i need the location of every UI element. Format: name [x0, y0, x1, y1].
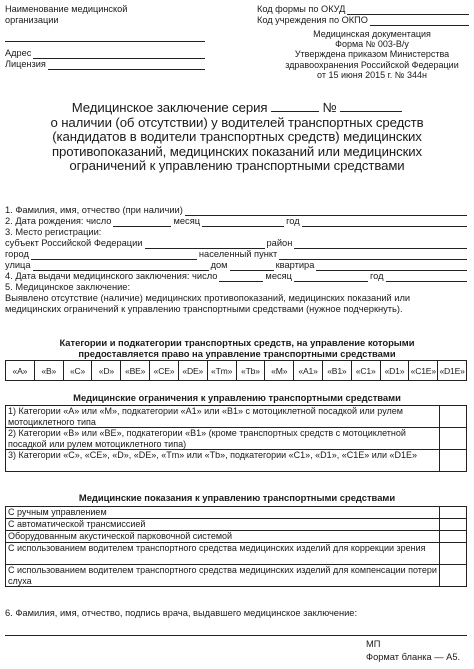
fullname-label: 1. Фамилия, имя, отчество (при наличии)	[5, 205, 183, 215]
table-row	[6, 450, 467, 472]
categories-heading	[0, 337, 474, 359]
birth-year-field[interactable]	[302, 217, 467, 227]
subject-field[interactable]	[145, 239, 265, 249]
table-row	[6, 565, 467, 587]
birth-month-field[interactable]	[202, 217, 284, 227]
format-label: Формат бланка — А5.	[366, 651, 461, 662]
categories-row	[6, 361, 467, 381]
restrictions-heading: Медицинские ограничения к управлению транспортными средствами	[73, 392, 401, 403]
street-label: улица	[5, 260, 31, 270]
title-line-5: ограничений к управлению транспортными средствами	[69, 158, 405, 174]
okpo-field[interactable]	[370, 16, 469, 26]
signature-field[interactable]	[5, 625, 467, 636]
footer	[366, 638, 460, 663]
field-conclusion-row	[5, 282, 467, 293]
okpo-label: Код учреждения по ОКПО	[257, 15, 368, 25]
conclusion-text-1: Выявлено отсутствие (наличие) медицинских противопоказаний, медицинских показаний или	[5, 293, 411, 303]
fullname-field[interactable]	[185, 206, 467, 216]
birth-year-label: год	[286, 216, 300, 226]
series-field[interactable]	[271, 100, 319, 112]
categories-table	[5, 360, 467, 381]
field-subject-row	[5, 238, 467, 249]
license-label: Лицензия	[5, 59, 46, 69]
category-cell[interactable]: «B»	[34, 361, 63, 381]
indication-checkbox[interactable]	[440, 519, 467, 531]
category-cell[interactable]: «A1»	[294, 361, 323, 381]
category-cell[interactable]: «B1»	[322, 361, 351, 381]
form-number: Форма № 003-В/у	[335, 39, 409, 50]
restriction-text: 1) Категории «A» или «M», подкатегории «A1» или «B1» с мотоциклетной посадкой или рулем мотоциклетного типа	[6, 406, 440, 428]
category-cell[interactable]: «CE»	[150, 361, 179, 381]
conclusion-label: 5. Медицинское заключение:	[5, 282, 131, 292]
category-cell[interactable]: «C1E»	[409, 361, 438, 381]
indication-checkbox[interactable]	[440, 565, 467, 587]
restriction-text: 2) Категории «B» или «BE», подкатегории «B1» (кроме транспортных средств с мотоциклетной посадкой или рулем мотоциклетного типа)	[6, 428, 440, 450]
title-series: Медицинское заключение серия	[71, 100, 268, 115]
table-row	[6, 507, 467, 519]
category-cell[interactable]: «A»	[6, 361, 35, 381]
issue-month-field[interactable]	[294, 272, 368, 282]
table-row	[6, 519, 467, 531]
indication-text: С автоматической трансмиссией	[6, 519, 440, 531]
district-label: район	[266, 238, 293, 248]
city-label: город	[5, 249, 29, 259]
birth-day-field[interactable]	[113, 217, 171, 227]
category-cell[interactable]: «M»	[265, 361, 294, 381]
restriction-checkbox[interactable]	[440, 428, 467, 450]
category-cell[interactable]: «BE»	[121, 361, 150, 381]
category-cell[interactable]: «Tm»	[207, 361, 236, 381]
table-row	[6, 428, 467, 450]
address-label: Адрес	[5, 48, 32, 58]
street-field[interactable]	[33, 261, 209, 271]
form-approval-info	[257, 29, 469, 80]
category-cell[interactable]: «Tb»	[236, 361, 265, 381]
restriction-checkbox[interactable]	[440, 406, 467, 428]
indication-text: С использованием водителем транспортного средства медицинских изделий для компенсации потери слуха	[6, 565, 440, 587]
indication-checkbox[interactable]	[440, 543, 467, 565]
house-label: дом	[210, 260, 228, 270]
org-name-field[interactable]	[5, 30, 205, 42]
registration-label: 3. Место регистрации:	[5, 227, 102, 237]
apartment-label: квартира	[275, 260, 315, 270]
category-cell[interactable]: «C1»	[351, 361, 380, 381]
indication-checkbox[interactable]	[440, 531, 467, 543]
issue-year-field[interactable]	[386, 272, 467, 282]
indication-checkbox[interactable]	[440, 507, 467, 519]
house-field[interactable]	[230, 261, 274, 271]
org-name-label: Наименование медицинской организации	[5, 4, 128, 25]
birth-day-label: 2. Дата рождения: число	[5, 216, 112, 226]
title-line-3: (кандидатов в водители транспортных средств) медицинских	[52, 129, 422, 145]
okud-label: Код формы по ОКУД	[257, 4, 346, 14]
title-line-2: о наличии (об отсутствии) у водителей транспортных средств	[50, 114, 424, 130]
okud-row	[257, 4, 469, 15]
category-cell[interactable]: «DE»	[178, 361, 207, 381]
page-title	[0, 100, 474, 174]
district-field[interactable]	[294, 239, 467, 249]
header-form-block	[257, 4, 469, 80]
field-issue-date-row	[5, 271, 467, 282]
signature-label: 6. Фамилия, имя, отчество, подпись врача, выдавшего медицинское заключение:	[5, 608, 358, 618]
category-cell[interactable]: «D1E»	[438, 361, 467, 381]
indications-table	[5, 506, 467, 587]
ministry-text: здравоохранения Российской Федерации	[285, 59, 459, 70]
city-field[interactable]	[31, 250, 197, 260]
license-field[interactable]	[48, 60, 205, 70]
doc-type: Медицинская документация	[313, 29, 431, 39]
category-cell[interactable]: «C»	[63, 361, 92, 381]
indication-text: С ручным управлением	[6, 507, 440, 519]
subject-label: субъект Российской Федерации	[5, 238, 143, 248]
categories-heading-line-2: предоставляется право на управление транспортными средствами	[78, 348, 396, 359]
number-field[interactable]	[340, 100, 402, 112]
category-cell[interactable]: «D»	[92, 361, 121, 381]
table-row	[6, 543, 467, 565]
field-city-row	[5, 249, 467, 260]
apartment-field[interactable]	[316, 261, 467, 271]
title-number-sign: №	[322, 100, 337, 115]
restriction-checkbox[interactable]	[440, 450, 467, 472]
issue-year-label: год	[370, 271, 384, 281]
indication-text: С использованием водителем транспортного средства медицинских изделий для коррекции зрения	[6, 543, 440, 565]
birth-month-label: месяц	[173, 216, 201, 226]
okpo-row	[257, 15, 469, 26]
approval-date: от 15 июня 2015 г. № 344н	[317, 69, 427, 80]
title-line-4: противопоказаний, медицинских показаний или медицинских	[52, 143, 422, 159]
table-row	[6, 406, 467, 428]
restriction-text: 3) Категории «C», «CE», «D», «DE», «Tm» или «Tb», подкатегории «C1», «D1», «C1E» или «D1E»	[6, 450, 440, 472]
header-org-block	[5, 4, 205, 70]
settlement-label: населенный пункт	[198, 249, 278, 259]
field-street-row	[5, 260, 467, 271]
field-registration-row	[5, 227, 467, 238]
restrictions-table	[5, 405, 467, 472]
issue-day-label: 4. Дата выдачи медицинского заключения: число	[5, 271, 218, 281]
okud-field[interactable]	[347, 5, 469, 15]
indication-text: Оборудованным акустической парковочной системой	[6, 531, 440, 543]
approval-text: Утверждена приказом Министерства	[294, 49, 450, 60]
categories-heading-line-1: Категории и подкатегории транспортных средств, на управление которыми	[59, 337, 415, 348]
field-birthdate-row	[5, 216, 467, 227]
field-fullname-row	[5, 205, 467, 216]
address-field[interactable]	[33, 49, 205, 59]
issue-day-field[interactable]	[219, 272, 263, 282]
stamp-label: МП	[366, 639, 381, 649]
indications-heading: Медицинские показания к управлению транспортными средствами	[78, 492, 396, 503]
settlement-field[interactable]	[279, 250, 467, 260]
signature-block	[5, 608, 467, 636]
issue-month-label: месяц	[265, 271, 292, 281]
title-line-1	[0, 100, 474, 116]
license-row	[5, 59, 205, 70]
personal-data-fields	[5, 205, 467, 315]
conclusion-text-2: медицинских ограничений к управлению транспортными средствами (нужное подчеркнуть).	[5, 304, 403, 314]
table-row	[6, 531, 467, 543]
address-row	[5, 48, 205, 59]
category-cell[interactable]: «D1»	[380, 361, 409, 381]
